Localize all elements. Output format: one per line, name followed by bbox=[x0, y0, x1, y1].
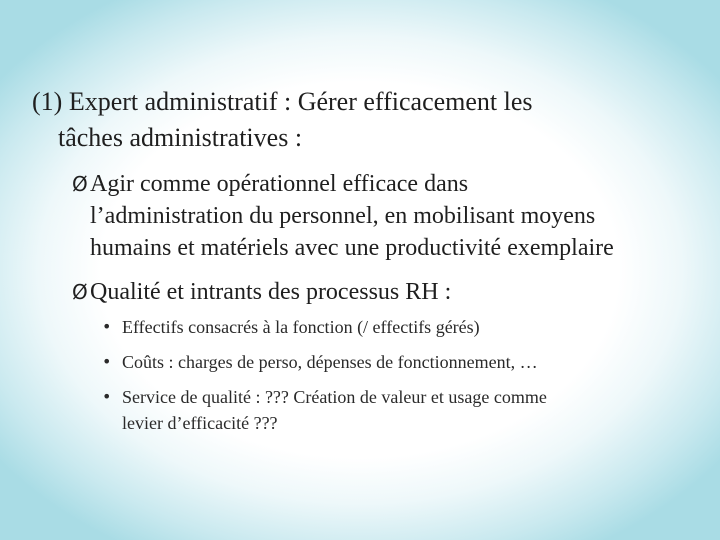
bullet-item-3 bbox=[102, 384, 702, 436]
list-item bbox=[72, 168, 712, 264]
bullet-text: Effectifs consacrés à la fonction (/ effectifs gérés) bbox=[122, 317, 480, 337]
sub-item-line: Qualité et intrants des processus RH : bbox=[90, 279, 452, 305]
sub-item-line: l’administration du personnel, en mobilisant moyens bbox=[90, 203, 596, 229]
bullet-text: Coûts : charges de perso, dépenses de fonctionnement, … bbox=[122, 352, 538, 372]
list-item bbox=[72, 276, 712, 308]
sub-item-1 bbox=[72, 168, 712, 264]
arrow-bullet-icon: Ø bbox=[72, 280, 88, 304]
bullet-text: Service de qualité : ??? Création de valeur et usage comme bbox=[122, 387, 547, 407]
bullet-text: levier d’efficacité ??? bbox=[122, 413, 278, 433]
bullet-dot-icon: • bbox=[102, 317, 112, 336]
sub-item-line: Agir comme opérationnel efficace dans bbox=[90, 171, 469, 197]
heading-line-1: (1) Expert administratif : Gérer efficacement les bbox=[32, 87, 533, 116]
arrow-bullet-icon: Ø bbox=[72, 172, 88, 196]
sub-item-2 bbox=[72, 276, 712, 308]
bullet-item-1 bbox=[102, 314, 702, 340]
bullet-dot-icon: • bbox=[102, 387, 112, 406]
bullet-list bbox=[102, 314, 702, 445]
heading-line-2: tâches administratives : bbox=[58, 123, 303, 152]
sub-item-line: humains et matériels avec une productivité exemplaire bbox=[90, 235, 614, 261]
bullet-dot-icon: • bbox=[102, 352, 112, 371]
slide-heading bbox=[32, 84, 672, 156]
bullet-item-2 bbox=[102, 349, 702, 375]
